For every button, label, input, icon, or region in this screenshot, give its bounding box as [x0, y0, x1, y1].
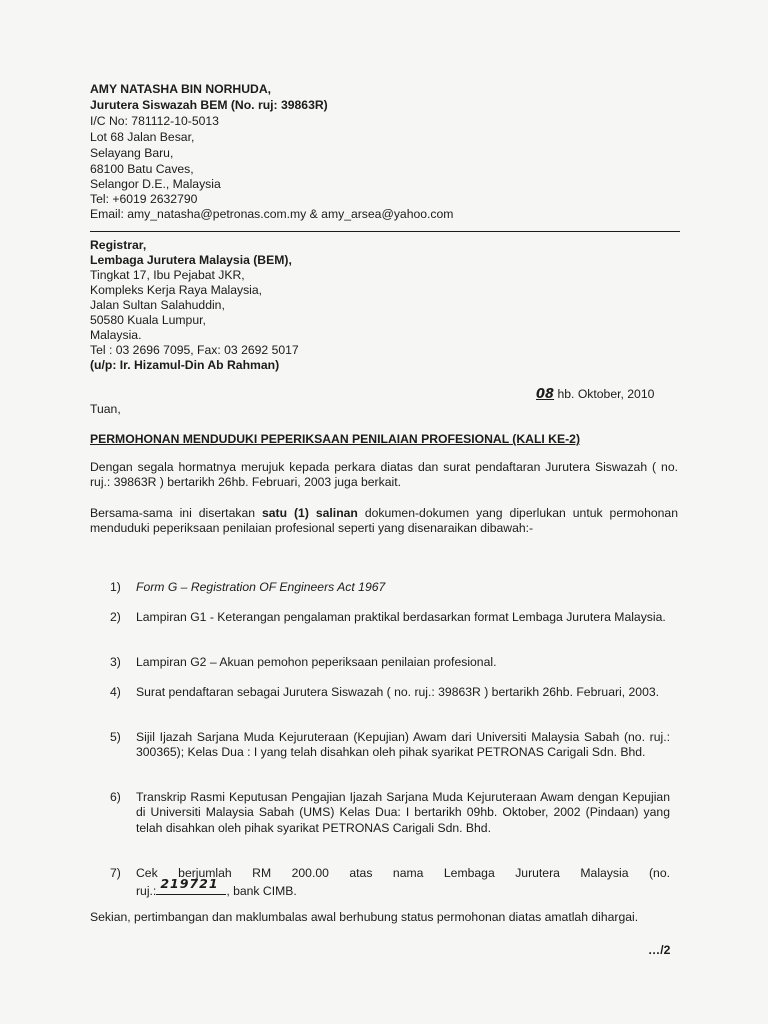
- sender-ic: I/C No: 781112-10-5013: [90, 114, 219, 128]
- list-number: 3): [110, 655, 121, 669]
- list-item: Lampiran G1 - Keterangan pengalaman praktikal berdasarkan format Lembaga Jurutera Malaysia.: [136, 610, 666, 624]
- subject-heading: PERMOHONAN MENDUDUKI PEPERIKSAAN PENILAIAN PROFESIONAL (KALI KE-2): [90, 432, 581, 446]
- sender-email: Email: amy_natasha@petronas.com.my & amy_arsea@yahoo.com: [90, 207, 454, 221]
- sender-tel: Tel: +6019 2632790: [90, 192, 198, 206]
- recipient-address-3: Jalan Sultan Salahuddin,: [90, 298, 225, 312]
- list-item: Form G – Registration OF Engineers Act 1967: [136, 580, 386, 594]
- recipient-address-4: 50580 Kuala Lumpur,: [90, 313, 206, 327]
- recipient-role: Registrar,: [90, 238, 147, 252]
- list-item: Sijil Ijazah Sarjana Muda Kejuruteraan (Kepujian) Awam dari Universiti Malaysia Sabah (no. ruj.: 300365); Kelas Dua : I yang telah disahkan oleh pihak syarikat PETRONAS Carigali Sdn. Bhd.: [136, 730, 670, 760]
- date-rest: hb. Oktober, 2010: [557, 387, 655, 401]
- paragraph-1: Dengan segala hormatnya merujuk kepada perkara diatas dan surat pendaftaran Jurutera Siswazah ( no. ruj.: 39863R ) bertarikh 26hb. Februari, 2003 juga berkait.: [90, 460, 678, 490]
- sender-address-4: Selangor D.E., Malaysia: [90, 177, 221, 191]
- header-divider: [90, 231, 680, 232]
- recipient-address-1: Tingkat 17, Ibu Pejabat JKR,: [90, 268, 245, 282]
- cheque-number-field: [156, 876, 226, 895]
- letter-date: [536, 387, 654, 402]
- salutation: Tuan,: [90, 402, 121, 416]
- list-item: Lampiran G2 – Akuan pemohon peperiksaan penilaian profesional.: [136, 655, 497, 669]
- sender-address-2: Selayang Baru,: [90, 146, 174, 160]
- recipient-org: Lembaga Jurutera Malaysia (BEM),: [90, 253, 292, 267]
- list-number: 2): [110, 610, 121, 624]
- paragraph-2-after: dokumen-dokumen yang diperlukan untuk permohonan menduduki peperiksaan penilaian profesional seperti yang disenaraikan dibawah:-: [90, 506, 678, 536]
- list-number: 5): [110, 730, 121, 744]
- list-item-line-1: Cek berjumlah RM 200.00 atas nama Lembaga Jurutera Malaysia (no.: [136, 866, 670, 880]
- recipient-telfax: Tel : 03 2696 7095, Fax: 03 2692 5017: [90, 343, 299, 357]
- cheque-ref-prefix: ruj.:: [136, 884, 157, 898]
- list-item-line-2: [136, 876, 297, 899]
- list-number: 1): [110, 580, 121, 594]
- list-number: 7): [110, 866, 121, 880]
- cheque-number-handwritten: 219721: [160, 876, 219, 891]
- sender-address-1: Lot 68 Jalan Besar,: [90, 130, 195, 144]
- list-item: Transkrip Rasmi Keputusan Pengajian Ijazah Sarjana Muda Kejuruteraan Awam dengan Kepujian di Universiti Malaysia Sabah (UMS) Kelas Dua: I bertarikh 09hb. Oktober, 2002 (Pindaan) yang telah disahkan oleh pihak syarikat PETRONAS Carigali Sdn. Bhd.: [136, 790, 670, 835]
- closing-paragraph: Sekian, pertimbangan dan maklumbalas awal berhubung status permohonan diatas amatlah dihargai.: [90, 910, 639, 924]
- sender-title: Jurutera Siswazah BEM (No. ruj: 39863R): [90, 98, 328, 112]
- date-day-handwritten: 08: [536, 387, 555, 402]
- recipient-address-5: Malaysia.: [90, 328, 142, 342]
- recipient-attention: (u/p: Ir. Hizamul-Din Ab Rahman): [90, 358, 280, 372]
- list-number: 4): [110, 685, 121, 699]
- sender-address-3: 68100 Batu Caves,: [90, 162, 194, 176]
- paragraph-2-bold: satu (1) salinan: [261, 506, 358, 520]
- list-item: Surat pendaftaran sebagai Jurutera Siswazah ( no. ruj.: 39863R ) bertarikh 26hb. Februari, 2003.: [136, 685, 660, 699]
- paragraph-2: [90, 506, 678, 537]
- cheque-ref-suffix: , bank CIMB.: [226, 884, 297, 898]
- sender-name: AMY NATASHA BIN NORHUDA,: [90, 82, 272, 96]
- list-number: 6): [110, 790, 121, 804]
- recipient-address-2: Kompleks Kerja Raya Malaysia,: [90, 283, 263, 297]
- page-continuation-marker: …/2: [648, 943, 671, 957]
- paragraph-2-before: Bersama-sama ini disertakan: [90, 506, 262, 520]
